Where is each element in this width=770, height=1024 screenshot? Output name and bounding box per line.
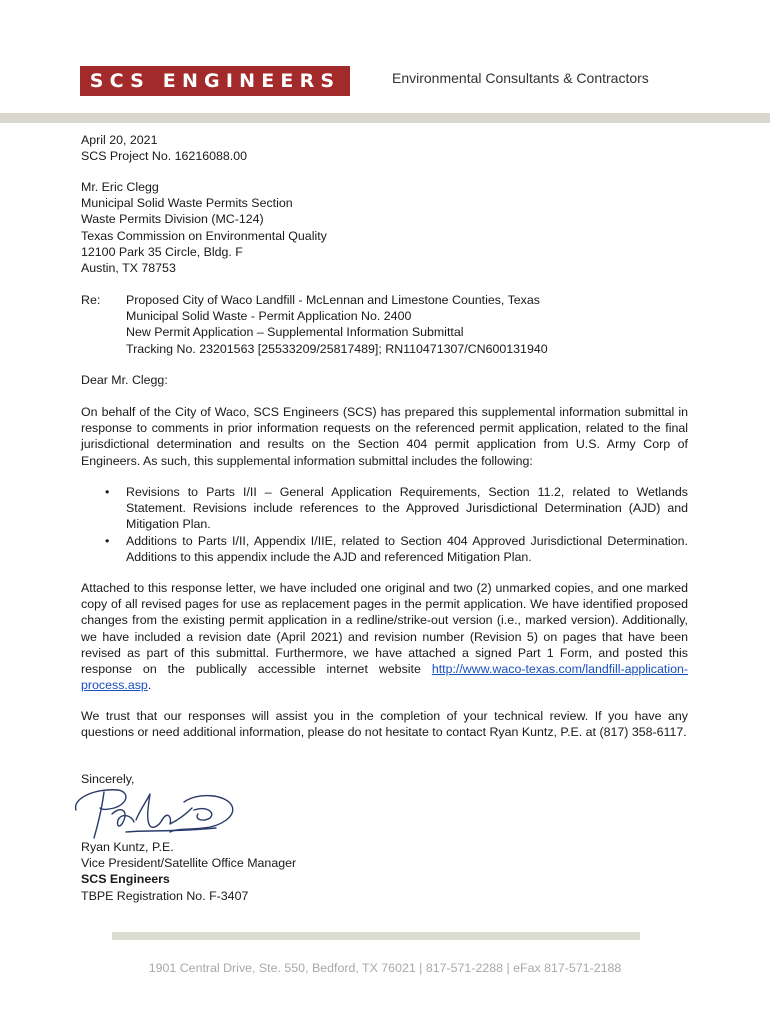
- project-number: SCS Project No. 16216088.00: [81, 149, 248, 164]
- header-divider: [0, 113, 770, 123]
- registration-number: TBPE Registration No. F-3407: [81, 888, 249, 903]
- paragraph-text: Attached to this response letter, we have included one original and two (2) unmarked copies, and one marked copy of all revised pages for use as replacement pages in the permit application. We have identified proposed changes from the existing permit application in a redline/strike-out version (i.e., marked version). Additionally, we have included a revision date (April 2021) and revision number (Revision 5) on pages that have been revised as part of this submittal. Furthermore, we have attached a signed Part 1 Form, and posted this response on the publically accessible internet website: [81, 581, 688, 677]
- body-paragraph-1: On behalf of the City of Waco, SCS Engineers (SCS) has prepared this supplemental information submittal in response to comments in prior information requests on the referenced permit application, related to the final jurisdictional determination and results on the Section 404 permit application from U.S. Army Corp of Engineers. As such, this supplemental information submittal includes the following:: [81, 405, 688, 468]
- bullet-icon: •: [105, 485, 110, 499]
- subject-line: Tracking No. 23201563 [25533209/25817489]; RN110471307/CN600131940: [126, 341, 548, 356]
- bullet-icon: •: [105, 533, 110, 548]
- recipient-line: Texas Commission on Environmental Quality: [81, 228, 327, 243]
- header-tagline: Environmental Consultants & Contractors: [392, 70, 649, 86]
- company-name: SCS Engineers: [81, 872, 170, 887]
- subject-block: [126, 292, 548, 357]
- subject-line: New Permit Application – Supplemental Information Submittal: [126, 325, 464, 340]
- footer-address: 1901 Central Drive, Ste. 550, Bedford, TX 76021 | 817-571-2288 | eFax 817-571-2188: [148, 961, 622, 975]
- subject-line: Proposed City of Waco Landfill - McLennan and Limestone Counties, Texas: [126, 293, 540, 307]
- recipient-line: 12100 Park 35 Circle, Bldg. F: [81, 244, 243, 259]
- list-item: [81, 484, 688, 533]
- letter-date: April 20, 2021: [81, 133, 158, 147]
- subject-line: Municipal Solid Waste - Permit Application No. 2400: [126, 309, 412, 324]
- website-link[interactable]: http://www.waco-texas.com/landfill-application-process.asp: [81, 662, 688, 693]
- salutation: Dear Mr. Clegg:: [81, 373, 168, 387]
- date-block: [81, 132, 247, 164]
- signer-name: Ryan Kuntz, P.E.: [81, 840, 174, 854]
- company-logo: SCS ENGINEERS: [80, 66, 350, 96]
- list-item: [81, 533, 688, 565]
- recipient-line: Austin, TX 78753: [81, 261, 176, 276]
- signature-block: [81, 839, 296, 904]
- list-item-text: Additions to Parts I/II, Appendix I/IIE, related to Section 404 Approved Jurisdictional Determination. Additions to this appendix include the AJD and referenced Mitigation Plan.: [126, 533, 688, 564]
- signer-title: Vice President/Satellite Office Manager: [81, 856, 297, 871]
- recipient-line: Mr. Eric Clegg: [81, 180, 159, 194]
- recipient-line: Municipal Solid Waste Permits Section: [81, 196, 293, 211]
- body-paragraph-2: [81, 580, 688, 693]
- closing: Sincerely,: [81, 772, 135, 786]
- subject-label: Re:: [81, 293, 101, 307]
- recipient-line: Waste Permits Division (MC-124): [81, 212, 264, 227]
- footer-divider: [112, 932, 640, 940]
- body-paragraph-3: We trust that our responses will assist you in the completion of your technical review. If you have any questions or need additional information, please do not hesitate to contact Ryan Kuntz, P.E. at (817) 358-6117.: [81, 709, 688, 740]
- link-suffix: .: [147, 678, 152, 693]
- bullet-list: [81, 484, 688, 565]
- recipient-address: [81, 179, 327, 276]
- list-item-text: Revisions to Parts I/II – General Application Requirements, Section 11.2, related to Wetlands Statement. Revisions include references to the Approved Jurisdictional Determination (AJD) and Mitigation Plan.: [126, 485, 688, 532]
